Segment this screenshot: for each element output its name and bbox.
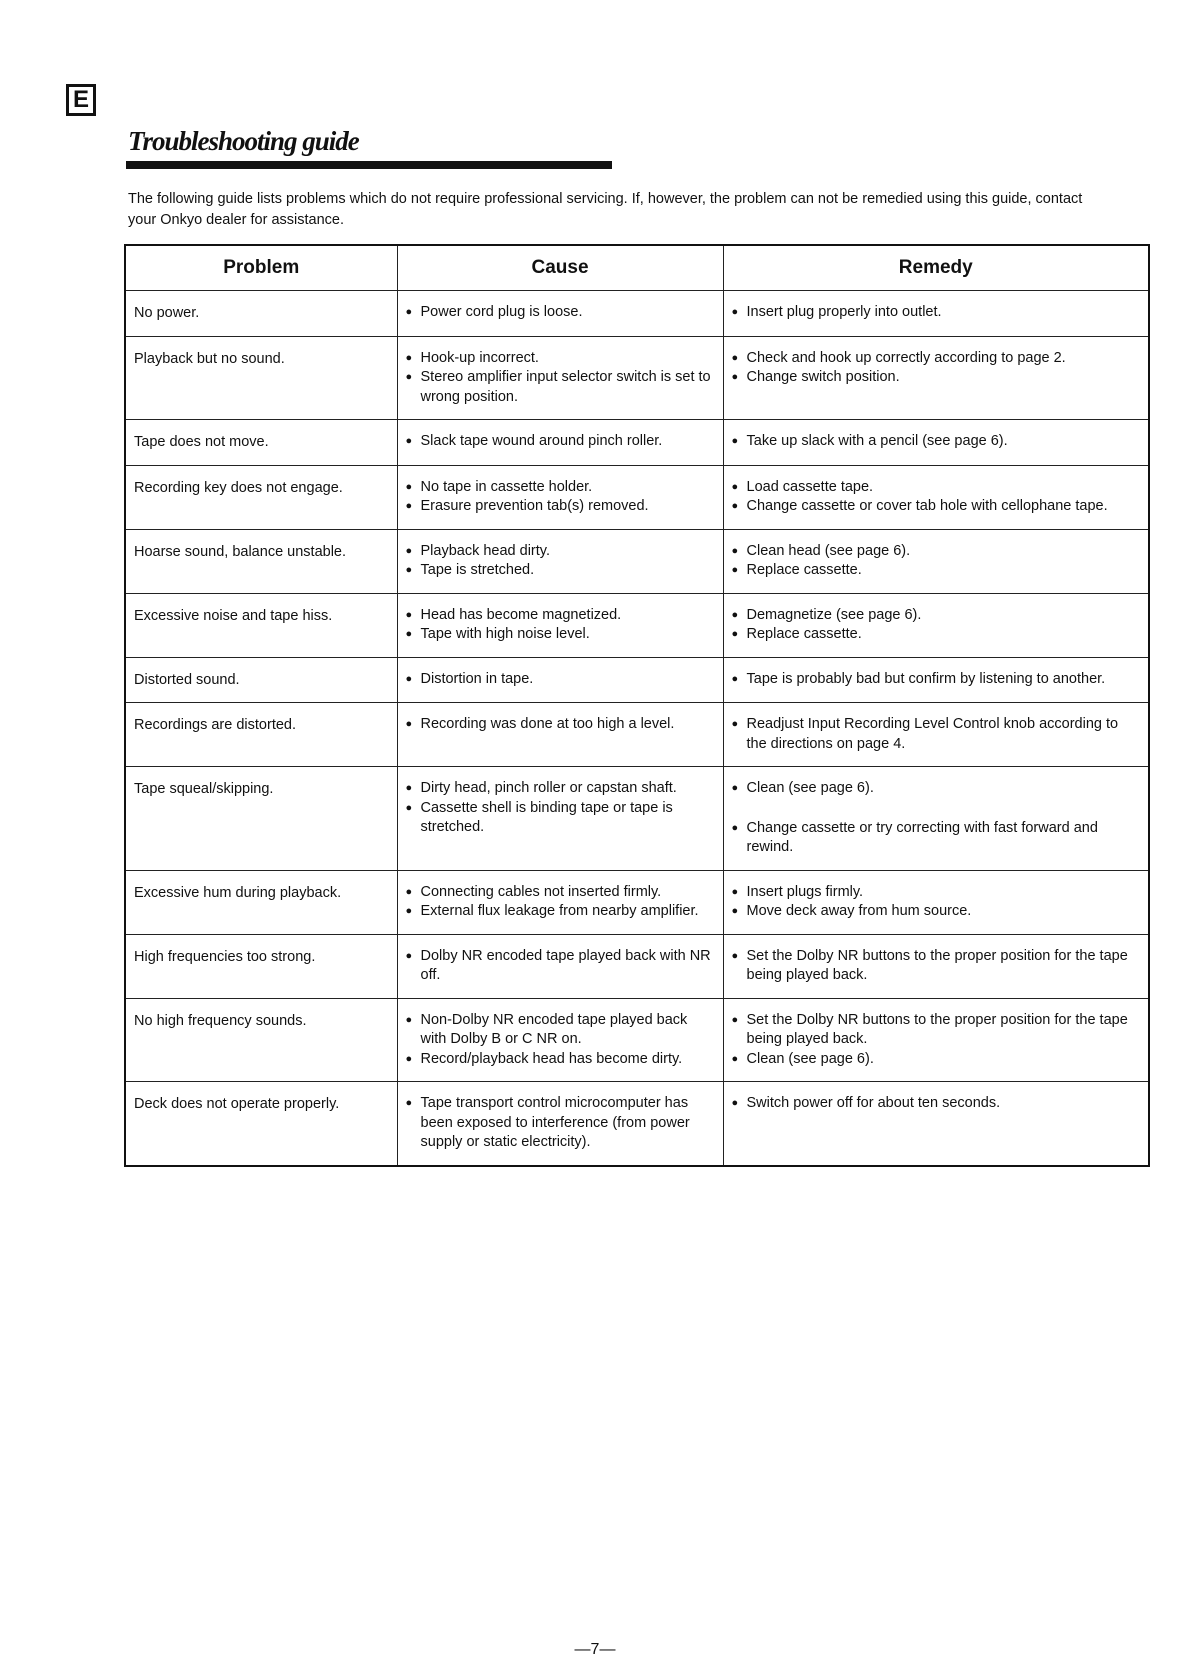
remedy-cell [723, 870, 1149, 934]
remedy-cell [723, 1082, 1149, 1166]
cause-list [406, 478, 717, 517]
cause-item: ● External flux leakage from nearby amplifier. [406, 902, 717, 922]
remedy-list [732, 1011, 1143, 1070]
table-row [125, 465, 1149, 529]
table-row [125, 767, 1149, 871]
remedy-item: ● Replace cassette. [732, 561, 1143, 581]
remedy-cell [723, 593, 1149, 657]
cause-list [406, 947, 717, 986]
problem-cell: Distorted sound. [125, 657, 397, 703]
cause-cell [397, 593, 723, 657]
cause-cell [397, 420, 723, 466]
remedy-cell [723, 767, 1149, 871]
cause-list [406, 432, 717, 452]
problem-cell: Excessive hum during playback. [125, 870, 397, 934]
cause-item: ● Hook-up incorrect. [406, 349, 717, 369]
language-badge: E [66, 84, 96, 116]
remedy-item: ● Take up slack with a pencil (see page 6). [732, 432, 1143, 452]
cause-item: ● Slack tape wound around pinch roller. [406, 432, 717, 452]
cause-list [406, 670, 717, 690]
remedy-list [732, 947, 1143, 986]
cause-cell [397, 291, 723, 337]
remedy-item: ● Set the Dolby NR buttons to the proper position for the tape being played back. [732, 947, 1143, 986]
remedy-item: ● Insert plug properly into outlet. [732, 303, 1143, 323]
remedy-item: ● Change cassette or cover tab hole with cellophane tape. [732, 497, 1143, 517]
cause-item: ● Tape transport control microcomputer has been exposed to interference (from power supply or static electricity). [406, 1094, 717, 1153]
remedy-cell [723, 934, 1149, 998]
cause-cell [397, 529, 723, 593]
remedy-item: ● Set the Dolby NR buttons to the proper position for the tape being played back. [732, 1011, 1143, 1050]
cause-item: ● Recording was done at too high a level. [406, 715, 717, 735]
remedy-cell [723, 465, 1149, 529]
cause-item: ● Head has become magnetized. [406, 606, 717, 626]
cause-list [406, 1011, 717, 1070]
cause-list [406, 1094, 717, 1153]
cause-item: ● Distortion in tape. [406, 670, 717, 690]
cause-item: ● Erasure prevention tab(s) removed. [406, 497, 717, 517]
cause-cell [397, 465, 723, 529]
remedy-item: ● Clean (see page 6). [732, 1050, 1143, 1070]
remedy-list [732, 303, 1143, 323]
cause-item: ● Dolby NR encoded tape played back with NR off. [406, 947, 717, 986]
cause-item: ● Non-Dolby NR encoded tape played back with Dolby B or C NR on. [406, 1011, 717, 1050]
table-row [125, 529, 1149, 593]
header-problem: Problem [125, 245, 397, 291]
intro-paragraph: The following guide lists problems which do not require professional servicing. If, however, the problem can not be remedied using this guide, contact your Onkyo dealer for assistance. [128, 191, 1083, 228]
page-title: Troubleshooting guide [128, 126, 359, 156]
cause-item: ● Connecting cables not inserted firmly. [406, 883, 717, 903]
remedy-list [732, 349, 1143, 388]
table-row [125, 657, 1149, 703]
table-header-row [125, 245, 1149, 291]
cause-list [406, 715, 717, 735]
page-number: —7— [574, 1641, 616, 1658]
remedy-item: ● Tape is probably bad but confirm by listening to another. [732, 670, 1143, 690]
cause-cell [397, 934, 723, 998]
cause-list [406, 349, 717, 408]
cause-cell [397, 998, 723, 1082]
remedy-list [732, 670, 1143, 690]
troubleshooting-table [124, 244, 1150, 1167]
remedy-list [732, 1094, 1143, 1114]
cause-list [406, 883, 717, 922]
problem-cell: Tape does not move. [125, 420, 397, 466]
problem-cell: Recordings are distorted. [125, 703, 397, 767]
table-row [125, 336, 1149, 420]
remedy-cell [723, 420, 1149, 466]
header-remedy: Remedy [723, 245, 1149, 291]
remedy-list [732, 883, 1143, 922]
cause-item: ● Dirty head, pinch roller or capstan shaft. [406, 779, 717, 799]
remedy-list [732, 779, 1143, 858]
remedy-list [732, 542, 1143, 581]
remedy-item: ● Change cassette or try correcting with fast forward and rewind. [732, 819, 1143, 858]
remedy-list [732, 478, 1143, 517]
cause-cell [397, 1082, 723, 1166]
remedy-item: ● Readjust Input Recording Level Control knob according to the directions on page 4. [732, 715, 1143, 754]
remedy-list [732, 606, 1143, 645]
cause-cell [397, 336, 723, 420]
remedy-cell [723, 529, 1149, 593]
cause-list [406, 542, 717, 581]
problem-cell: High frequencies too strong. [125, 934, 397, 998]
title-underline [126, 161, 612, 169]
remedy-item: ● Check and hook up correctly according to page 2. [732, 349, 1143, 369]
problem-cell: No power. [125, 291, 397, 337]
table-row [125, 291, 1149, 337]
cause-item: ● Power cord plug is loose. [406, 303, 717, 323]
table-row [125, 703, 1149, 767]
remedy-cell [723, 703, 1149, 767]
cause-item: ● Stereo amplifier input selector switch is set to wrong position. [406, 368, 717, 407]
table-body [125, 291, 1149, 1166]
cause-cell [397, 767, 723, 871]
problem-cell: Recording key does not engage. [125, 465, 397, 529]
cause-item: ● Playback head dirty. [406, 542, 717, 562]
remedy-item: ● Replace cassette. [732, 625, 1143, 645]
cause-item: ● Tape with high noise level. [406, 625, 717, 645]
table-row [125, 934, 1149, 998]
cause-list [406, 303, 717, 323]
cause-cell [397, 703, 723, 767]
cause-list [406, 606, 717, 645]
cause-list [406, 779, 717, 838]
table-row [125, 593, 1149, 657]
remedy-item: ● Change switch position. [732, 368, 1143, 388]
cause-item: ● Cassette shell is binding tape or tape is stretched. [406, 799, 717, 838]
remedy-item: ● Switch power off for about ten seconds. [732, 1094, 1143, 1114]
table-row [125, 420, 1149, 466]
remedy-item: ● Clean (see page 6). [732, 779, 1143, 799]
remedy-item: ● Demagnetize (see page 6). [732, 606, 1143, 626]
remedy-item: ● Load cassette tape. [732, 478, 1143, 498]
header-cause: Cause [397, 245, 723, 291]
cause-cell [397, 657, 723, 703]
table-row [125, 998, 1149, 1082]
remedy-item: ● Move deck away from hum source. [732, 902, 1143, 922]
cause-cell [397, 870, 723, 934]
problem-cell: Playback but no sound. [125, 336, 397, 420]
remedy-item: ● Clean head (see page 6). [732, 542, 1143, 562]
remedy-item: ● Insert plugs firmly. [732, 883, 1143, 903]
table-row [125, 870, 1149, 934]
remedy-cell [723, 291, 1149, 337]
remedy-cell [723, 657, 1149, 703]
problem-cell: Hoarse sound, balance unstable. [125, 529, 397, 593]
remedy-cell [723, 998, 1149, 1082]
table-row [125, 1082, 1149, 1166]
remedy-cell [723, 336, 1149, 420]
cause-item: ● No tape in cassette holder. [406, 478, 717, 498]
problem-cell: Excessive noise and tape hiss. [125, 593, 397, 657]
problem-cell: Deck does not operate properly. [125, 1082, 397, 1166]
remedy-list [732, 432, 1143, 452]
problem-cell: No high frequency sounds. [125, 998, 397, 1082]
problem-cell: Tape squeal/skipping. [125, 767, 397, 871]
remedy-list [732, 715, 1143, 754]
cause-item: ● Record/playback head has become dirty. [406, 1050, 717, 1070]
cause-item: ● Tape is stretched. [406, 561, 717, 581]
